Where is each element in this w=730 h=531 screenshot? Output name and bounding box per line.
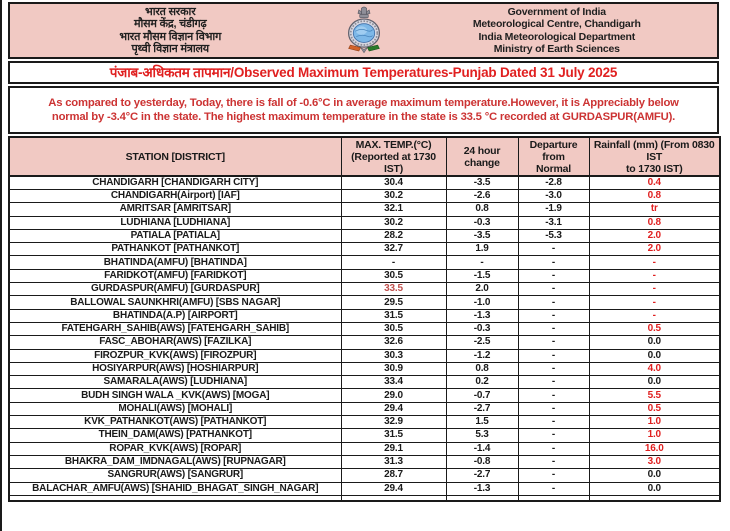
cell-max-temp: 32.1 [341, 203, 446, 216]
table-row [9, 269, 720, 282]
cell-station: GURDASPUR(AMFU) [GURDASPUR] [9, 283, 341, 296]
cell-max-temp: 28.2 [341, 229, 446, 242]
cell-rainfall: 0.8 [589, 190, 720, 203]
cell-empty [518, 495, 589, 501]
cell-departure: - [518, 269, 589, 282]
cell-24h-change: 2.0 [446, 283, 518, 296]
cell-departure: - [518, 402, 589, 415]
table-row [9, 429, 720, 442]
col-header-label: to 1730 IST) [625, 162, 683, 175]
cell-max-temp: 30.5 [341, 269, 446, 282]
cell-max-temp: 30.4 [341, 176, 446, 190]
cell-max-temp: 32.7 [341, 243, 446, 256]
cell-station: BUDH SINGH WALA _KVK(AWS) [MOGA] [9, 389, 341, 402]
cell-max-temp: 33.5 [341, 283, 446, 296]
cell-departure: - [518, 296, 589, 309]
col-header-station [9, 137, 341, 176]
col-header-label: MAX. TEMP.(°C) [355, 138, 432, 151]
summary-notice-text: As compared to yesterday, Today, there is fall of -0.6°C in average maximum temperature.However, it is Appreciably below normal by -3.4°C in the state. The highest maximum temperature in the state is 33.5 °C recorded at GURDASPUR(AMFU). [48, 96, 679, 123]
masthead-hindi-line: पृथ्वी विज्ञान मंत्रालय [131, 43, 209, 55]
cell-station: ROPAR_KVK(AWS) [ROPAR] [9, 442, 341, 455]
cell-station: HOSIYARPUR(AWS) [HOSHIARPUR] [9, 362, 341, 375]
cell-departure: -5.3 [518, 229, 589, 242]
cell-departure: - [518, 309, 589, 322]
cell-rainfall: 2.0 [589, 229, 720, 242]
cell-max-temp: 29.5 [341, 296, 446, 309]
cell-max-temp: 31.3 [341, 455, 446, 468]
cell-24h-change: -2.5 [446, 336, 518, 349]
col-header-label: Rainfall (mm) (From 0830 IST [593, 138, 715, 163]
cell-rainfall: - [589, 296, 720, 309]
cell-empty [341, 495, 446, 501]
col-header-max-temp [341, 137, 446, 176]
cell-max-temp: 29.4 [341, 482, 446, 495]
masthead-english-line: India Meteorological Department [478, 30, 636, 43]
cell-max-temp: 32.6 [341, 336, 446, 349]
cell-24h-change: -2.6 [446, 190, 518, 203]
cell-max-temp: 33.4 [341, 376, 446, 389]
cell-24h-change: -0.8 [446, 455, 518, 468]
cell-station: LUDHIANA [LUDHIANA] [9, 216, 341, 229]
title-bar [8, 61, 719, 84]
cell-station: PATIALA [PATIALA] [9, 229, 341, 242]
cell-max-temp: 31.5 [341, 429, 446, 442]
cell-rainfall: 0.0 [589, 376, 720, 389]
col-header-label: (Reported at 1730 IST) [351, 150, 436, 175]
cell-max-temp: 29.4 [341, 402, 446, 415]
cell-24h-change: -1.5 [446, 269, 518, 282]
table-row [9, 229, 720, 242]
cell-station: BHATINDA(A.P) [AIRPORT] [9, 309, 341, 322]
cell-rainfall: 5.5 [589, 389, 720, 402]
table-row [9, 336, 720, 349]
table-body [9, 176, 720, 501]
table-header [9, 137, 720, 176]
masthead-hindi-line: मौसम केंद्र, चंडीगढ़ [133, 18, 207, 30]
cell-departure: - [518, 469, 589, 482]
cell-departure: - [518, 283, 589, 296]
table-row [9, 203, 720, 216]
cell-24h-change: - [446, 256, 518, 269]
cell-max-temp: 30.5 [341, 322, 446, 335]
cell-station: PATHANKOT [PATHANKOT] [9, 243, 341, 256]
cell-max-temp: 28.7 [341, 469, 446, 482]
col-header-label: STATION [DISTRICT] [125, 150, 225, 163]
table-row [9, 296, 720, 309]
cell-max-temp: 29.0 [341, 389, 446, 402]
masthead-english-line: Government of India [507, 5, 606, 18]
page-title: पंजाब-अधिकतम तापमान/Observed Maximum Temperatures-Punjab Dated 31 July 2025 [109, 65, 618, 80]
masthead-hindi-block [10, 6, 331, 56]
cell-rainfall: 0.0 [589, 336, 720, 349]
page-left-border [0, 0, 2, 531]
table-row [9, 416, 720, 429]
masthead-english-line: Ministry of Earth Sciences [493, 43, 620, 55]
table-row [9, 376, 720, 389]
cell-rainfall: 1.0 [589, 416, 720, 429]
cell-max-temp: 29.1 [341, 442, 446, 455]
cell-rainfall: 16.0 [589, 442, 720, 455]
cell-station: CHANDIGARH [CHANDIGARH CITY] [9, 176, 341, 190]
cell-rainfall: - [589, 256, 720, 269]
imd-emblem-icon [331, 4, 397, 57]
cell-24h-change: -1.3 [446, 482, 518, 495]
cell-departure: - [518, 349, 589, 362]
masthead-english-line: Meteorological Centre, Chandigarh [472, 18, 641, 30]
cell-station: BHATINDA(AMFU) [BHATINDA] [9, 256, 341, 269]
cell-24h-change: 1.5 [446, 416, 518, 429]
cell-station: BALLOWAL SAUNKHRI(AMFU) [SBS NAGAR] [9, 296, 341, 309]
cell-departure: - [518, 482, 589, 495]
table-row [9, 362, 720, 375]
table-row [9, 256, 720, 269]
cell-departure: -3.0 [518, 190, 589, 203]
cell-24h-change: -0.7 [446, 389, 518, 402]
table-row [9, 216, 720, 229]
cell-station: SANGRUR(AWS) [SANGRUR] [9, 469, 341, 482]
cell-rainfall: 4.0 [589, 362, 720, 375]
cell-rainfall: - [589, 269, 720, 282]
summary-notice [8, 86, 719, 134]
cell-24h-change: -1.4 [446, 442, 518, 455]
cell-24h-change: -2.7 [446, 402, 518, 415]
cell-departure: - [518, 376, 589, 389]
cell-rainfall: 0.5 [589, 402, 720, 415]
masthead-hindi-line: भारत मौसम विज्ञान विभाग [119, 30, 222, 43]
cell-24h-change: -0.3 [446, 216, 518, 229]
table-row [9, 442, 720, 455]
cell-max-temp: 30.2 [341, 190, 446, 203]
cell-24h-change: -1.0 [446, 296, 518, 309]
table-row [9, 309, 720, 322]
cell-departure: -3.1 [518, 216, 589, 229]
cell-24h-change: -1.2 [446, 349, 518, 362]
cell-departure: -1.9 [518, 203, 589, 216]
table-row [9, 389, 720, 402]
cell-24h-change: -3.5 [446, 176, 518, 190]
cell-rainfall: 0.0 [589, 469, 720, 482]
table-row [9, 243, 720, 256]
bulletin-content [8, 2, 719, 502]
col-header-rainfall [589, 137, 720, 176]
cell-departure: - [518, 243, 589, 256]
cell-departure: - [518, 416, 589, 429]
cell-empty [589, 495, 720, 501]
cell-rainfall: - [589, 283, 720, 296]
col-header-label: Departure from [529, 138, 578, 163]
cell-rainfall: 0.0 [589, 349, 720, 362]
cell-departure: - [518, 322, 589, 335]
cell-departure: -2.8 [518, 176, 589, 190]
col-header-24h-change [446, 137, 518, 176]
cell-station: SAMARALA(AWS) [LUDHIANA] [9, 376, 341, 389]
cell-departure: - [518, 336, 589, 349]
cell-max-temp: 30.9 [341, 362, 446, 375]
table-row [9, 482, 720, 495]
table-row [9, 349, 720, 362]
col-header-label: Normal [536, 162, 571, 175]
cell-station: FASC_ABOHAR(AWS) [FAZILKA] [9, 336, 341, 349]
cell-departure: - [518, 362, 589, 375]
table-row [9, 322, 720, 335]
table-row [9, 176, 720, 190]
masthead-english-block [397, 6, 718, 56]
cell-24h-change: 0.8 [446, 362, 518, 375]
cell-max-temp: 32.9 [341, 416, 446, 429]
cell-station: BHAKRA_DAM_IMDNAGAL(AWS) [RUPNAGAR] [9, 455, 341, 468]
cell-24h-change: -2.7 [446, 469, 518, 482]
cell-station: AMRITSAR [AMRITSAR] [9, 203, 341, 216]
temperature-table [8, 136, 721, 502]
cell-max-temp: 31.5 [341, 309, 446, 322]
cell-max-temp: - [341, 256, 446, 269]
cell-station: FIROZPUR_KVK(AWS) [FIROZPUR] [9, 349, 341, 362]
cell-24h-change: 5.3 [446, 429, 518, 442]
cell-rainfall: - [589, 309, 720, 322]
cell-rainfall: 0.5 [589, 322, 720, 335]
cell-24h-change: -0.3 [446, 322, 518, 335]
table-row-partial [9, 495, 720, 501]
cell-station: THEIN_DAM(AWS) [PATHANKOT] [9, 429, 341, 442]
cell-departure: - [518, 256, 589, 269]
cell-24h-change: -3.5 [446, 229, 518, 242]
cell-24h-change: 0.2 [446, 376, 518, 389]
cell-departure: - [518, 429, 589, 442]
cell-rainfall: 3.0 [589, 455, 720, 468]
cell-max-temp: 30.2 [341, 216, 446, 229]
table-row [9, 455, 720, 468]
cell-station: KVK_PATHANKOT(AWS) [PATHANKOT] [9, 416, 341, 429]
cell-departure: - [518, 389, 589, 402]
cell-rainfall: 0.0 [589, 482, 720, 495]
cell-departure: - [518, 455, 589, 468]
col-header-label: 24 hour change [463, 144, 501, 169]
cell-rainfall: 2.0 [589, 243, 720, 256]
cell-24h-change: 1.9 [446, 243, 518, 256]
cell-rainfall: tr [589, 203, 720, 216]
cell-rainfall: 0.8 [589, 216, 720, 229]
cell-station: CHANDIGARH(Airport) [IAF] [9, 190, 341, 203]
cell-24h-change: -1.3 [446, 309, 518, 322]
table-row [9, 190, 720, 203]
masthead-hindi-line: भारत सरकार [144, 5, 196, 18]
cell-departure: - [518, 442, 589, 455]
table-row [9, 469, 720, 482]
cell-station: MOHALI(AWS) [MOHALI] [9, 402, 341, 415]
masthead [8, 2, 719, 59]
table-row [9, 283, 720, 296]
cell-rainfall: 0.4 [589, 176, 720, 190]
cell-rainfall: 1.0 [589, 429, 720, 442]
cell-empty [446, 495, 518, 501]
cell-station: FARIDKOT(AMFU) [FARIDKOT] [9, 269, 341, 282]
col-header-departure [518, 137, 589, 176]
table-row [9, 402, 720, 415]
cell-max-temp: 30.3 [341, 349, 446, 362]
cell-station: BALACHAR_AMFU(AWS) [SHAHID_BHAGAT_SINGH_NAGAR] [9, 482, 341, 495]
cell-empty [9, 495, 341, 501]
cell-24h-change: 0.8 [446, 203, 518, 216]
cell-station: FATEHGARH_SAHIB(AWS) [FATEHGARH_SAHIB] [9, 322, 341, 335]
